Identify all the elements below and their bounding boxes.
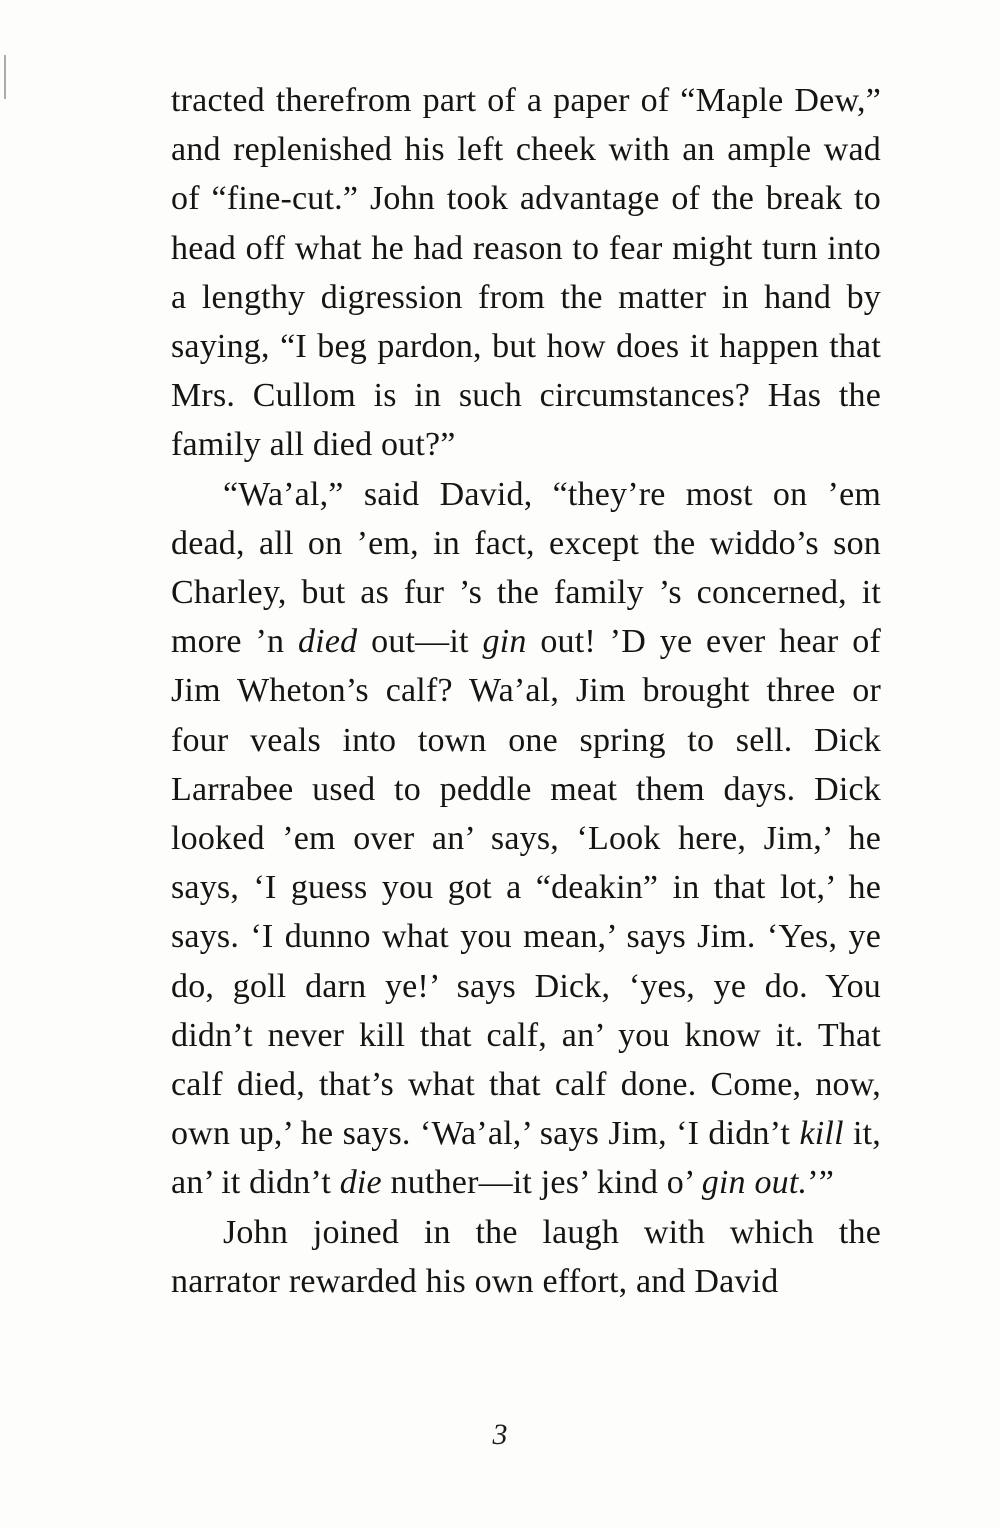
text-run: tracted therefrom part of a paper of “Maple Dew,” and replenished his left cheek with an ample wad of “fine-cut.” John took advantage of the break to head off what he had reason to fear might turn into a lengthy digression from the matter in hand by saying, “I beg pardon, but how does it happen that Mrs. Cullom is in such circumstances? Has the family all died out?” bbox=[171, 82, 881, 464]
paragraph-dialogue bbox=[171, 470, 881, 1208]
italic-text: die bbox=[339, 1164, 382, 1202]
text-run: out—it bbox=[357, 623, 483, 661]
italic-text: gin bbox=[482, 623, 527, 661]
paragraph-closing bbox=[171, 1208, 881, 1306]
page-number: 3 bbox=[492, 1418, 508, 1451]
text-run: nuther—it jes’ kind o’ bbox=[381, 1164, 702, 1202]
italic-text: kill bbox=[799, 1115, 844, 1153]
text-run: John joined in the laugh with which the narrator rewarded his own effort, and David bbox=[171, 1213, 881, 1300]
paragraph-continued bbox=[171, 76, 881, 470]
scan-edge-mark bbox=[4, 55, 6, 99]
italic-text: died bbox=[297, 623, 358, 661]
text-run: ’” bbox=[807, 1164, 835, 1202]
text-run: “Wa’al,” said David, “they’re most on ’em dead, all on ’em, in fact, except the widdo’s son Charley, but as fur ’s the family ’s concerned, it more ’n bbox=[171, 475, 881, 661]
italic-text: gin out. bbox=[701, 1164, 808, 1202]
body-text bbox=[171, 76, 881, 1306]
text-run: it, an’ it didn’t bbox=[171, 1115, 881, 1202]
text-run: out! ’D ye ever hear of Jim Wheton’s calf? Wa’al, Jim brought three or four veals into town one spring to sell. Dick Larrabee used to peddle meat them days. Dick looked ’em over an’ says, ‘Look here, Jim,’ he says, ‘I guess you got a “deakin” in that lot,’ he says. ‘I dunno what you mean,’ says Jim. ‘Yes, ye do, goll darn ye!’ says Dick, ‘yes, ye do. You didn’t never kill that calf, an’ you know it. That calf died, that’s what that calf done. Come, now, own up,’ he says. ‘Wa’al,’ says Jim, ‘I didn’t bbox=[171, 623, 881, 1153]
